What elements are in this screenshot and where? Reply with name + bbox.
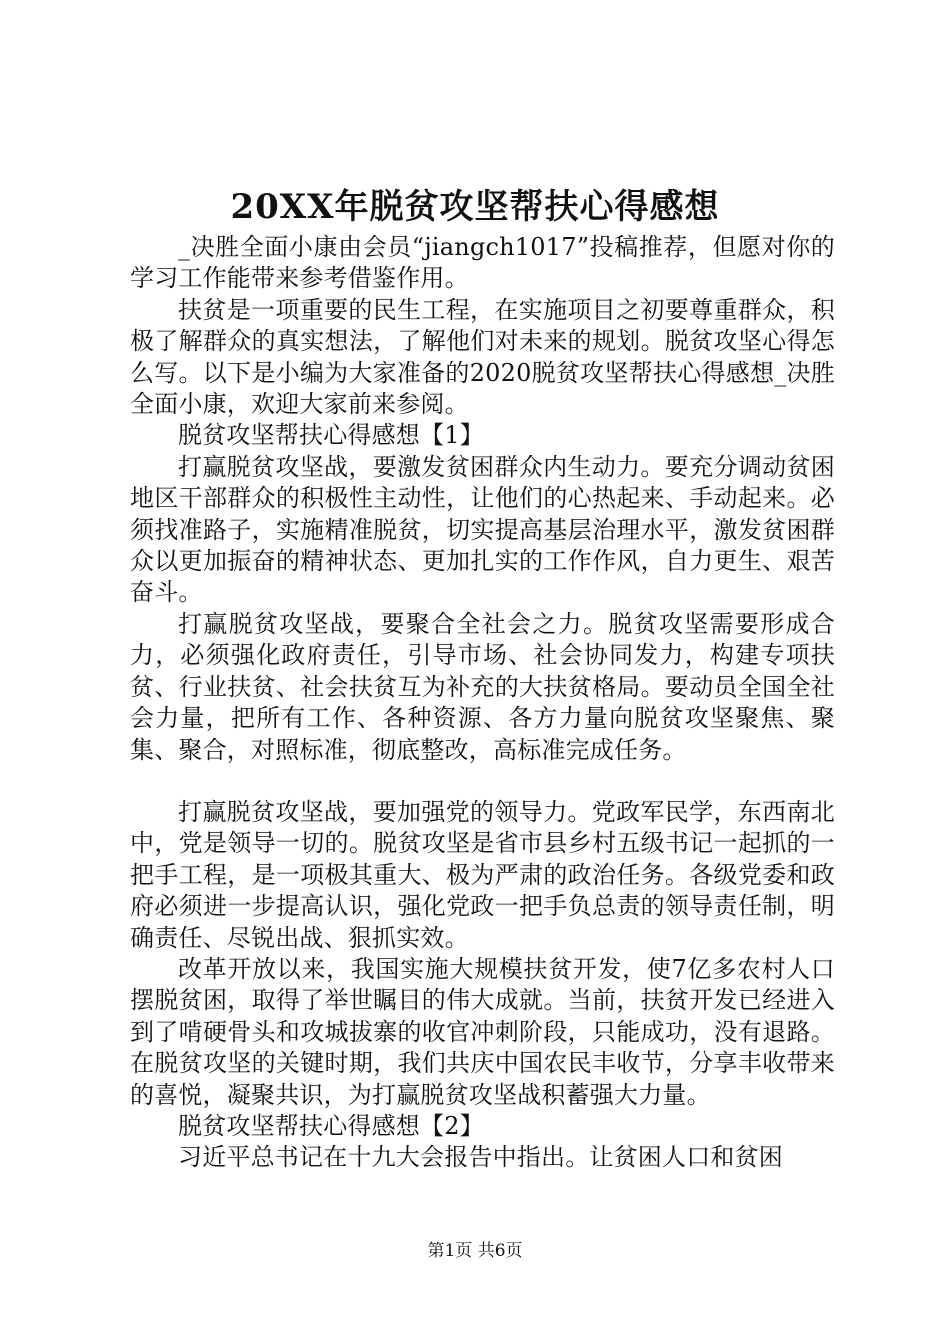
document-title: 20XX年脱贫攻坚帮扶心得感想: [230, 187, 720, 227]
intro-paragraph: _决胜全面小康由会员“jiangch1017”投稿推荐，但愿对你的学习工作能带来参考借鉴作用。: [130, 233, 835, 293]
page-footer: 第1页 共6页: [427, 1241, 523, 1261]
body-paragraph: 习近平总书记在十九大会报告中指出。让贫困人口和贫困: [178, 1143, 783, 1172]
paragraph-gap: [130, 766, 835, 797]
section-heading-1: 脱贫攻坚帮扶心得感想【1】: [178, 421, 484, 450]
body-paragraph: 打赢脱贫攻坚战，要聚合全社会之力。脱贫攻坚需要形成合力，必须强化政府责任，引导市场、社会协同发力，构建专项扶贫、行业扶贫、社会扶贫互为补充的大扶贫格局。要动员全国全社会力量，把所有工作、各种资源、各方力量向脱贫攻坚聚焦、聚集、聚合，对照标准，彻底整改，高标准完成任务。: [130, 609, 835, 764]
body-paragraph: 改革开放以来，我国实施大规模扶贫开发，使7亿多农村人口摆脱贫困，取得了举世瞩目的伟大成就。当前，扶贫开发已经进入到了啃硬骨头和攻城拔寨的收官冲刺阶段，只能成功，没有退路。在脱贫攻坚的关键时期，我们共庆中国农民丰收节，分享丰收带来的喜悦，凝聚共识，为打赢脱贫攻坚战积蓄强大力量。: [130, 954, 835, 1109]
section-heading-2: 脱贫攻坚帮扶心得感想【2】: [178, 1111, 484, 1140]
summary-paragraph: 扶贫是一项重要的民生工程，在实施项目之初要尊重群众，积极了解群众的真实想法，了解他们对未来的规划。脱贫攻坚心得怎么写。以下是小编为大家准备的2020脱贫攻坚帮扶心得感想_决胜全面小康，欢迎大家前来参阅。: [130, 295, 835, 419]
body-paragraph: 打赢脱贫攻坚战，要激发贫困群众内生动力。要充分调动贫困地区干部群众的积极性主动性，让他们的心热起来、手动起来。必须找准路子，实施精准脱贫，切实提高基层治理水平，激发贫困群众以更加振奋的精神状态、更加扎实的工作作风，自力更生、艰苦奋斗。: [130, 452, 835, 607]
body-paragraph: 打赢脱贫攻坚战，要加强党的领导力。党政军民学，东西南北中，党是领导一切的。脱贫攻坚是省市县乡村五级书记一起抓的一把手工程，是一项极其重大、极为严肃的政治任务。各级党委和政府必须进一步提高认识，强化党政一把手负总责的领导责任制，明确责任、尽锐出战、狠抓实效。: [130, 797, 835, 952]
document-body: [130, 232, 835, 1174]
